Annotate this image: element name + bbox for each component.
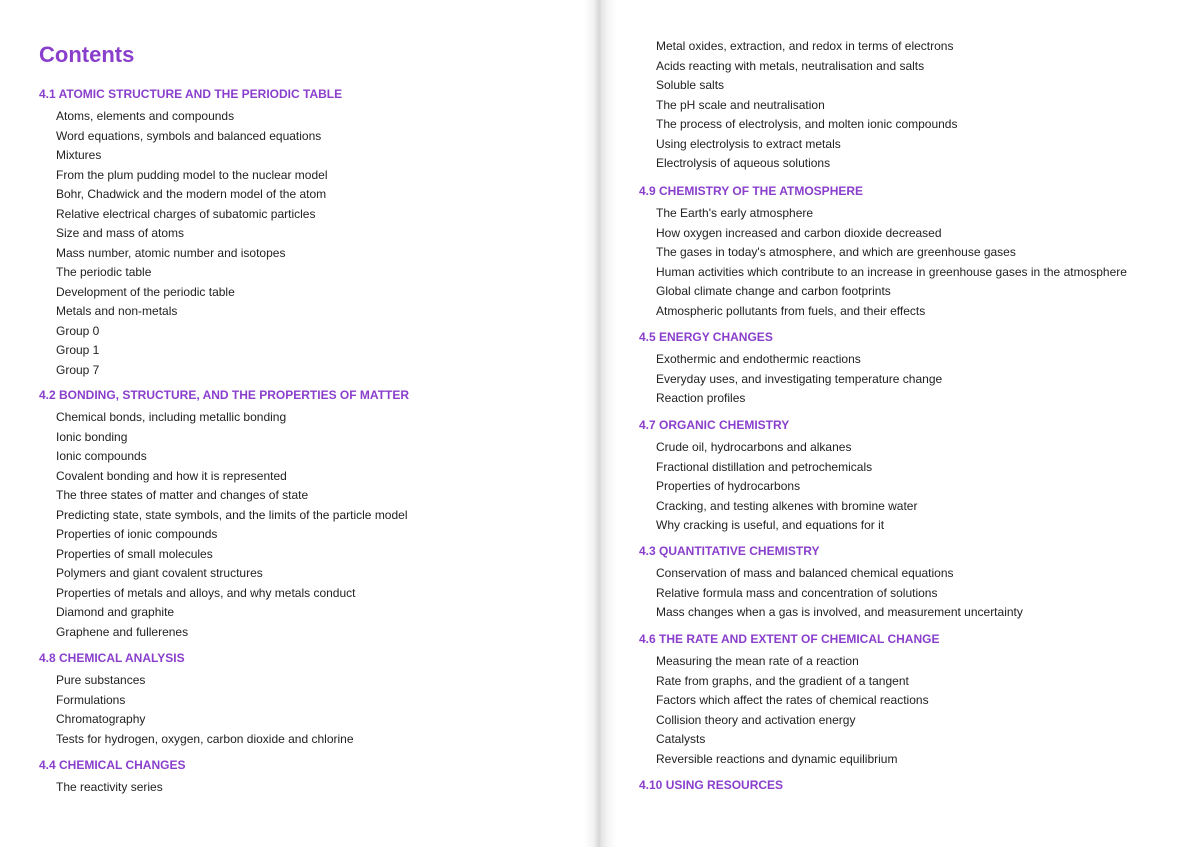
- toc-section: [639, 183, 1127, 321]
- section-item-list: [639, 204, 1127, 321]
- toc-item: Measuring the mean rate of a reaction: [656, 654, 859, 668]
- toc-item: Properties of small molecules: [56, 546, 213, 561]
- toc-item: Mass number, atomic number and isotopes: [56, 245, 286, 260]
- toc-section: [639, 543, 1023, 623]
- toc-item: Chemical bonds, including metallic bonding: [56, 410, 287, 424]
- toc-item: Catalysts: [656, 732, 706, 746]
- toc-item: Ionic bonding: [56, 429, 128, 444]
- toc-item: Atoms, elements and compounds: [56, 109, 235, 123]
- toc-item: Fractional distillation and petrochemicals: [656, 459, 873, 474]
- right-page: [600, 0, 1200, 847]
- contents-title: Contents: [39, 42, 135, 67]
- toc-item: Pure substances: [56, 673, 146, 687]
- toc-section: [39, 757, 185, 798]
- section-item-list: [639, 438, 917, 536]
- toc-item: Metals and non-metals: [56, 304, 178, 318]
- toc-item: Everyday uses, and investigating temperature change: [656, 371, 943, 386]
- toc-item: Collision theory and activation energy: [656, 712, 856, 727]
- toc-item: How oxygen increased and carbon dioxide decreased: [656, 225, 942, 240]
- toc-item: Size and mass of atoms: [56, 226, 185, 240]
- section-heading: 4.9 CHEMISTRY OF THE ATMOSPHERE: [639, 184, 864, 198]
- toc-item: The gases in today's atmosphere, and which are greenhouse gases: [656, 245, 1016, 259]
- toc-item: Tests for hydrogen, oxygen, carbon dioxide and chlorine: [56, 731, 354, 746]
- toc-section: [639, 417, 917, 536]
- toc-item: Diamond and graphite: [56, 605, 175, 619]
- section-heading: 4.8 CHEMICAL ANALYSIS: [39, 651, 185, 665]
- toc-item: Cracking, and testing alkenes with bromine water: [656, 498, 918, 513]
- toc-item: Conservation of mass and balanced chemical equations: [656, 566, 954, 580]
- toc-item: Exothermic and endothermic reactions: [656, 352, 861, 366]
- toc-item: Human activities which contribute to an increase in greenhouse gases in the atmosphere: [656, 264, 1127, 279]
- toc-item: Relative formula mass and concentration of solutions: [656, 585, 938, 600]
- toc-item: Atmospheric pollutants from fuels, and their effects: [656, 303, 926, 318]
- section-heading: 4.10 USING RESOURCES: [639, 778, 784, 792]
- toc-item: Using electrolysis to extract metals: [656, 136, 841, 151]
- section-heading: 4.6 THE RATE AND EXTENT OF CHEMICAL CHANGE: [639, 632, 940, 646]
- toc-item: The reactivity series: [56, 780, 163, 794]
- section-item-list: [639, 350, 942, 409]
- section-item-list: [639, 564, 1023, 623]
- toc-section: [639, 631, 939, 769]
- toc-item: Ionic compounds: [56, 449, 147, 463]
- section-heading: 4.5 ENERGY CHANGES: [639, 330, 773, 344]
- toc-item: The pH scale and neutralisation: [656, 97, 825, 112]
- toc-item: From the plum pudding model to the nuclear model: [56, 167, 328, 182]
- toc-item: The periodic table: [56, 265, 152, 279]
- toc-section: [639, 37, 957, 174]
- section-heading: 4.3 QUANTITATIVE CHEMISTRY: [639, 544, 820, 558]
- toc-item: Mixtures: [56, 148, 102, 162]
- section-item-list: [39, 671, 354, 749]
- toc-item: Group 7: [56, 362, 100, 377]
- toc-item: Graphene and fullerenes: [56, 624, 189, 639]
- toc-item: Formulations: [56, 692, 126, 707]
- toc-item: Group 0: [56, 323, 100, 338]
- toc-item: Why cracking is useful, and equations for it: [656, 518, 885, 532]
- toc-section: [639, 329, 942, 409]
- toc-item: Word equations, symbols and balanced equations: [56, 128, 322, 143]
- toc-item: Group 1: [56, 343, 100, 357]
- toc-item: Relative electrical charges of subatomic particles: [56, 206, 316, 221]
- toc-section: [39, 86, 342, 380]
- toc-item: The three states of matter and changes of state: [56, 488, 309, 502]
- toc-item: Predicting state, state symbols, and the limits of the particle model: [56, 507, 408, 522]
- toc-item: Mass changes when a gas is involved, and measurement uncertainty: [656, 605, 1023, 619]
- toc-item: Bohr, Chadwick and the modern model of the atom: [56, 187, 327, 201]
- toc-item: Acids reacting with metals, neutralisation and salts: [656, 58, 925, 73]
- section-item-list: [39, 408, 409, 642]
- toc-item: Rate from graphs, and the gradient of a tangent: [656, 673, 909, 688]
- section-item-list: [639, 37, 957, 174]
- toc-item: Properties of hydrocarbons: [656, 479, 801, 493]
- toc-item: Reaction profiles: [656, 391, 746, 405]
- section-heading: 4.2 BONDING, STRUCTURE, AND THE PROPERTIES OF MATTER: [39, 388, 410, 402]
- toc-section: [639, 777, 783, 798]
- toc-item: Chromatography: [56, 712, 146, 726]
- section-heading: 4.4 CHEMICAL CHANGES: [39, 758, 186, 772]
- toc-item: The process of electrolysis, and molten ionic compounds: [656, 117, 958, 131]
- toc-item: Properties of ionic compounds: [56, 527, 218, 541]
- toc-item: Crude oil, hydrocarbons and alkanes: [656, 440, 852, 454]
- toc-item: Development of the periodic table: [56, 284, 235, 299]
- toc-item: Factors which affect the rates of chemical reactions: [656, 693, 929, 707]
- toc-item: Metal oxides, extraction, and redox in terms of electrons: [656, 39, 954, 53]
- toc-section: [39, 387, 409, 642]
- section-heading: 4.1 ATOMIC STRUCTURE AND THE PERIODIC TABLE: [39, 87, 343, 101]
- toc-item: Polymers and giant covalent structures: [56, 566, 263, 580]
- toc-item: Properties of metals and alloys, and why metals conduct: [56, 585, 356, 600]
- section-item-list: [639, 652, 939, 769]
- section-heading: 4.7 ORGANIC CHEMISTRY: [639, 418, 790, 432]
- toc-item: Reversible reactions and dynamic equilibrium: [656, 751, 898, 766]
- toc-item: Soluble salts: [656, 78, 725, 92]
- toc-section: [39, 650, 354, 749]
- toc-item: Global climate change and carbon footprints: [656, 284, 891, 298]
- toc-item: Covalent bonding and how it is represented: [56, 468, 287, 483]
- section-item-list: [39, 778, 185, 798]
- toc-item: The Earth's early atmosphere: [656, 206, 814, 220]
- toc-item: Electrolysis of aqueous solutions: [656, 156, 831, 170]
- section-item-list: [39, 107, 342, 380]
